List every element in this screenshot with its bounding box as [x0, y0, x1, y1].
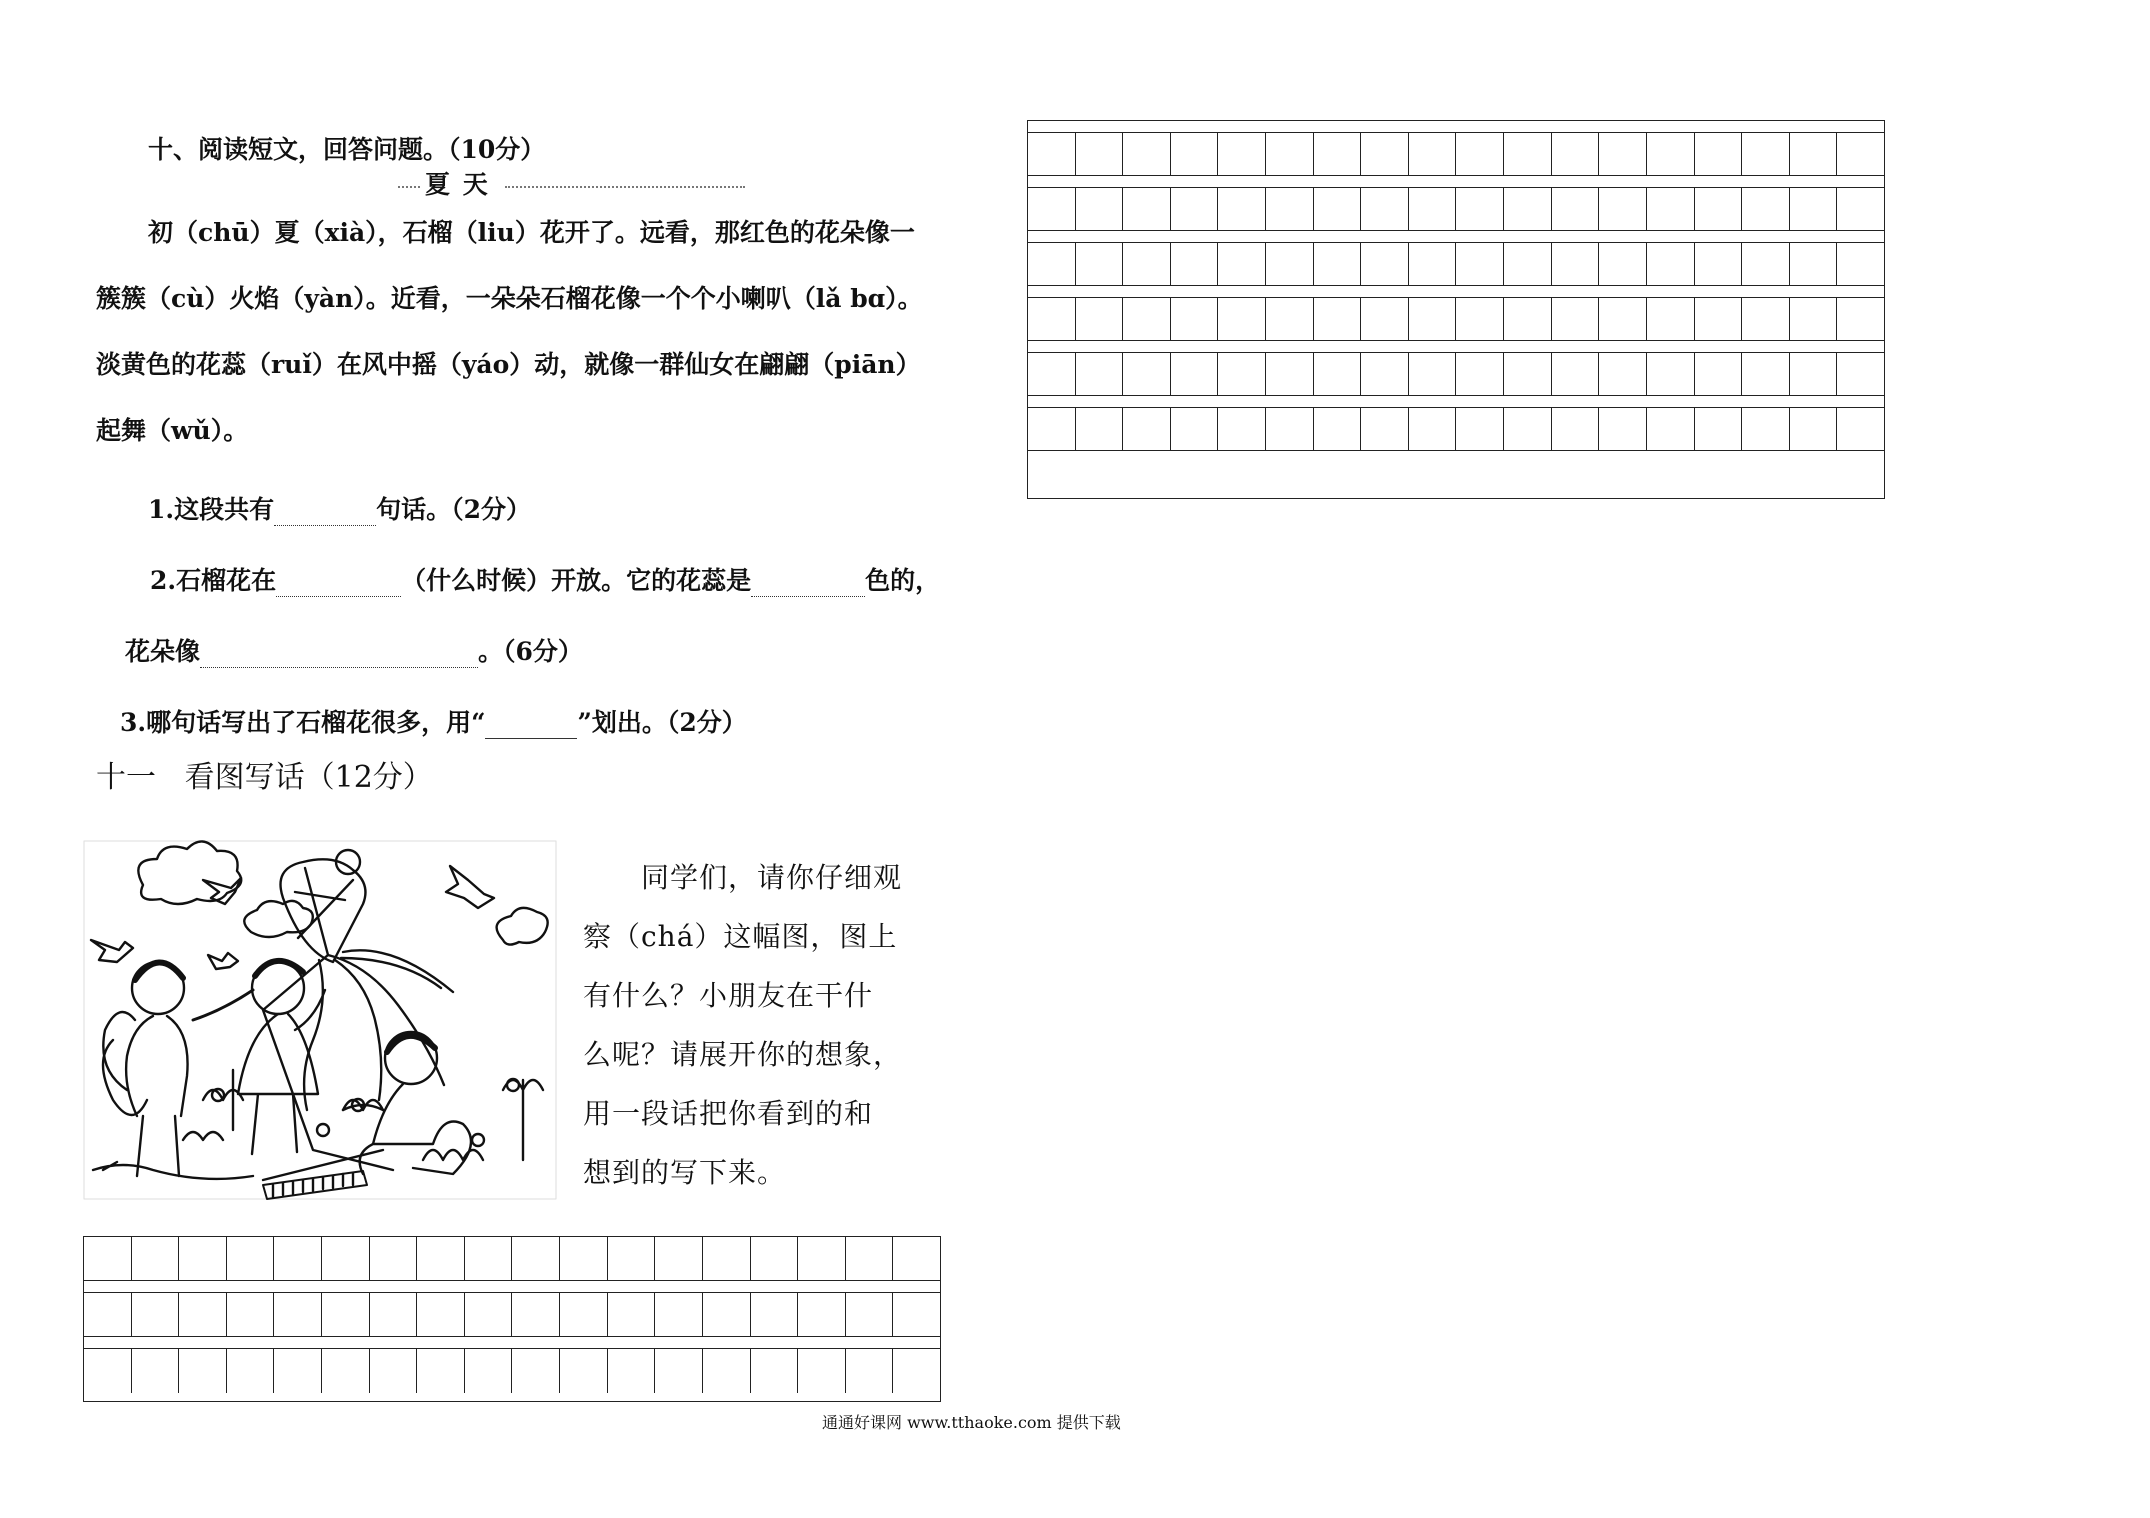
grid-row [84, 1237, 940, 1281]
grid-cell[interactable] [1456, 408, 1504, 450]
grid-cell[interactable] [893, 1293, 940, 1336]
grid-cell[interactable] [1695, 188, 1743, 230]
grid-cell[interactable] [1171, 408, 1219, 450]
q2-color-blank[interactable] [751, 570, 865, 597]
grid-cell[interactable] [655, 1237, 703, 1280]
grid-cell[interactable] [227, 1293, 275, 1336]
grid-cell[interactable] [1314, 188, 1362, 230]
grid-cell[interactable] [1361, 353, 1409, 395]
q2-when-blank[interactable] [276, 570, 401, 597]
grid-cell[interactable] [465, 1349, 513, 1393]
grid-cell[interactable] [1599, 133, 1647, 175]
grid-cell[interactable] [1456, 243, 1504, 285]
grid-cell[interactable] [370, 1293, 418, 1336]
grid-cell[interactable] [1456, 188, 1504, 230]
grid-cell[interactable] [370, 1237, 418, 1280]
passage-line-1: 初（chū）夏（xià），石榴（liu）花开了。远看，那红色的花朵像一 [148, 218, 915, 247]
footer-credit: 通通好课网 www.tthaoke.com 提供下载 [822, 1413, 1121, 1432]
grid-row [84, 1293, 940, 1337]
grid-cell[interactable] [1218, 408, 1266, 450]
grid-cell[interactable] [1266, 298, 1314, 340]
grid-cell[interactable] [893, 1349, 940, 1393]
grid-cell[interactable] [1409, 408, 1457, 450]
grid-cell[interactable] [1837, 243, 1884, 285]
grid-cell[interactable] [1790, 353, 1838, 395]
grid-cell[interactable] [1504, 353, 1552, 395]
grid-gap [1028, 396, 1884, 408]
grid-cell[interactable] [1123, 298, 1171, 340]
bird [208, 953, 238, 969]
grid-cell[interactable] [84, 1293, 132, 1336]
q2-flower-blank[interactable] [200, 641, 478, 668]
grid-cell[interactable] [1409, 353, 1457, 395]
grid-row [1028, 133, 1884, 176]
grid-cell[interactable] [846, 1349, 894, 1393]
grid-row [1028, 188, 1884, 231]
grid-cell[interactable] [1837, 298, 1884, 340]
grid-row [1028, 353, 1884, 396]
grid-cell[interactable] [1552, 353, 1600, 395]
grid-cell[interactable] [1742, 408, 1790, 450]
grid-cell[interactable] [1076, 408, 1124, 450]
grid-cell[interactable] [1504, 133, 1552, 175]
grid-cell[interactable] [1742, 188, 1790, 230]
grid-cell[interactable] [1695, 133, 1743, 175]
grid-cell[interactable] [1599, 188, 1647, 230]
grid-cell[interactable] [1171, 353, 1219, 395]
illustration-svg [83, 840, 557, 1200]
grid-cell[interactable] [1599, 243, 1647, 285]
grid-cell[interactable] [1742, 243, 1790, 285]
grid-cell[interactable] [1647, 353, 1695, 395]
grid-cell[interactable] [132, 1349, 180, 1393]
grid-cell[interactable] [1647, 243, 1695, 285]
prompt-line-3: 有什么？小朋友在干什 [583, 979, 874, 1012]
grid-cell[interactable] [1028, 188, 1076, 230]
grid-cell[interactable] [1028, 408, 1076, 450]
grid-cell[interactable] [1790, 298, 1838, 340]
grid-cell[interactable] [560, 1293, 608, 1336]
grid-cell[interactable] [1361, 408, 1409, 450]
question-1: 1.这段共有 句话。（2分） [148, 495, 532, 524]
grid-cell[interactable] [1218, 188, 1266, 230]
grid-cell[interactable] [417, 1293, 465, 1336]
grid-cell[interactable] [1409, 133, 1457, 175]
grid-cell[interactable] [1837, 133, 1884, 175]
grid-cell[interactable] [1076, 353, 1124, 395]
grid-cell[interactable] [1123, 133, 1171, 175]
kite-tail [304, 950, 453, 1110]
grid-cell[interactable] [1314, 133, 1362, 175]
grid-cell[interactable] [1218, 353, 1266, 395]
grid-cell[interactable] [1266, 188, 1314, 230]
grid-cell[interactable] [560, 1349, 608, 1393]
grid-cell[interactable] [1647, 188, 1695, 230]
grid-cell[interactable] [322, 1293, 370, 1336]
grid-cell[interactable] [132, 1293, 180, 1336]
grid-cell[interactable] [1361, 133, 1409, 175]
grid-cell[interactable] [798, 1237, 846, 1280]
grid-cell[interactable] [417, 1349, 465, 1393]
grid-cell[interactable] [1266, 133, 1314, 175]
grid-cell[interactable] [1504, 243, 1552, 285]
grid-cell[interactable] [512, 1349, 560, 1393]
grid-row [1028, 408, 1884, 451]
grid-cell[interactable] [1599, 353, 1647, 395]
prompt-line-2: 察（chá）这幅图，图上 [583, 920, 898, 953]
grid-cell[interactable] [846, 1237, 894, 1280]
grid-cell[interactable] [1456, 353, 1504, 395]
q1-answer-blank[interactable] [274, 499, 376, 526]
grid-cell[interactable] [655, 1293, 703, 1336]
grid-cell[interactable] [1028, 298, 1076, 340]
grid-cell[interactable] [798, 1293, 846, 1336]
prompt-line-5: 用一段话把你看到的和 [583, 1097, 874, 1130]
passage-line-4: 起舞（wǔ）。 [96, 416, 249, 445]
grid-cell[interactable] [608, 1349, 656, 1393]
grid-cell[interactable] [1742, 353, 1790, 395]
grid-cell[interactable] [1028, 353, 1076, 395]
section-11-heading: 十一 看图写话（12分） [96, 760, 433, 795]
grid-cell[interactable] [1123, 353, 1171, 395]
grid-cell[interactable] [1266, 408, 1314, 450]
cloud [138, 841, 241, 904]
writing-grid-left[interactable] [83, 1236, 941, 1402]
grid-cell[interactable] [1314, 298, 1362, 340]
grid-cell[interactable] [465, 1293, 513, 1336]
title-dots-right [505, 186, 745, 188]
grid-row [1028, 243, 1884, 286]
grid-cell[interactable] [1314, 353, 1362, 395]
grid-cell[interactable] [1028, 243, 1076, 285]
grid-gap [84, 1281, 940, 1293]
grid-cell[interactable] [1790, 188, 1838, 230]
grid-cell[interactable] [846, 1293, 894, 1336]
grid-cell[interactable] [274, 1293, 322, 1336]
bird [91, 940, 133, 962]
grid-gap [1028, 286, 1884, 298]
grid-cell[interactable] [1076, 298, 1124, 340]
grid-cell[interactable] [322, 1349, 370, 1393]
grid-cell[interactable] [512, 1237, 560, 1280]
grid-cell[interactable] [1790, 133, 1838, 175]
flowers [183, 1070, 543, 1160]
grid-cell[interactable] [1552, 243, 1600, 285]
prompt-line-1: 同学们，请你仔细观 [641, 861, 903, 894]
grid-cell[interactable] [608, 1237, 656, 1280]
grid-cell[interactable] [1076, 188, 1124, 230]
grid-cell[interactable] [655, 1349, 703, 1393]
grid-cell[interactable] [1742, 298, 1790, 340]
grid-cell[interactable] [1123, 188, 1171, 230]
grid-cell[interactable] [1599, 408, 1647, 450]
grid-cell[interactable] [1647, 298, 1695, 340]
grid-gap [1028, 176, 1884, 188]
grid-cell[interactable] [84, 1349, 132, 1393]
grid-cell[interactable] [465, 1237, 513, 1280]
grid-cell[interactable] [703, 1237, 751, 1280]
grid-cell[interactable] [1552, 188, 1600, 230]
grid-cell[interactable] [1123, 243, 1171, 285]
grid-cell[interactable] [1742, 133, 1790, 175]
grid-cell[interactable] [608, 1293, 656, 1336]
grid-cell[interactable] [274, 1349, 322, 1393]
grid-cell[interactable] [1837, 188, 1884, 230]
passage-line-2: 簇簇（cù）火焰（yàn）。近看，一朵朵石榴花像一个个小喇叭（lǎ bɑ）。 [96, 284, 923, 313]
title-dots-left [398, 186, 420, 188]
grid-cell[interactable] [132, 1237, 180, 1280]
grid-cell[interactable] [1504, 408, 1552, 450]
grid-cell[interactable] [322, 1237, 370, 1280]
grid-gap [1028, 121, 1884, 133]
grid-gap [84, 1337, 940, 1349]
grid-cell[interactable] [1647, 408, 1695, 450]
grid-cell[interactable] [1456, 133, 1504, 175]
grid-cell[interactable] [370, 1349, 418, 1393]
grid-cell[interactable] [1266, 243, 1314, 285]
grid-cell[interactable] [1695, 408, 1743, 450]
grid-cell[interactable] [1266, 353, 1314, 395]
grid-cell[interactable] [703, 1349, 751, 1393]
question-2: 2.石榴花在 （什么时候）开放。它的花蕊是 色的， [150, 566, 941, 595]
grid-cell[interactable] [1409, 243, 1457, 285]
grid-cell[interactable] [1076, 243, 1124, 285]
grid-cell[interactable] [1314, 243, 1362, 285]
grid-cell[interactable] [1409, 188, 1457, 230]
grid-cell[interactable] [1361, 188, 1409, 230]
grid-cell[interactable] [1409, 298, 1457, 340]
grid-cell[interactable] [1837, 353, 1884, 395]
grid-cell[interactable] [84, 1237, 132, 1280]
grid-cell[interactable] [751, 1293, 799, 1336]
grid-cell[interactable] [1361, 243, 1409, 285]
grid-cell[interactable] [1076, 133, 1124, 175]
grid-gap [1028, 451, 1884, 463]
grid-cell[interactable] [179, 1293, 227, 1336]
grid-row [1028, 298, 1884, 341]
grid-cell[interactable] [1552, 133, 1600, 175]
section-10-heading: 十、阅读短文，回答问题。（10分） [148, 135, 546, 164]
grid-cell[interactable] [1361, 298, 1409, 340]
grid-cell[interactable] [417, 1237, 465, 1280]
grid-cell[interactable] [1790, 408, 1838, 450]
grid-cell[interactable] [1695, 243, 1743, 285]
grid-cell[interactable] [1171, 243, 1219, 285]
grid-cell[interactable] [1314, 408, 1362, 450]
grid-cell[interactable] [1171, 188, 1219, 230]
grid-gap [1028, 231, 1884, 243]
grid-gap [1028, 341, 1884, 353]
grid-cell[interactable] [227, 1349, 275, 1393]
grid-cell[interactable] [798, 1349, 846, 1393]
grid-cell[interactable] [1647, 133, 1695, 175]
grid-cell[interactable] [1504, 298, 1552, 340]
question-2-line-2: 花朵像 。（6分） [125, 637, 583, 666]
grid-cell[interactable] [703, 1293, 751, 1336]
bird [446, 866, 494, 908]
kite-flying-illustration [83, 840, 557, 1200]
q3-underline-sample [485, 712, 577, 739]
question-3: 3.哪句话写出了石榴花很多，用“ ”划出。（2分） [120, 708, 747, 737]
grid-cell[interactable] [751, 1349, 799, 1393]
grid-cell[interactable] [1123, 408, 1171, 450]
passage-line-3: 淡黄色的花蕊（ruǐ）在风中摇（yáo）动，就像一群仙女在翩翩（piān） [96, 350, 921, 379]
writing-grid-right[interactable] [1027, 120, 1885, 499]
grid-cell[interactable] [179, 1237, 227, 1280]
grid-cell[interactable] [893, 1237, 940, 1280]
grid-cell[interactable] [1790, 243, 1838, 285]
grid-cell[interactable] [1695, 353, 1743, 395]
grid-cell[interactable] [1218, 298, 1266, 340]
grid-cell[interactable] [1028, 133, 1076, 175]
grid-cell[interactable] [1171, 298, 1219, 340]
grid-row [84, 1349, 940, 1393]
grid-cell[interactable] [1456, 298, 1504, 340]
grid-cell[interactable] [1552, 298, 1600, 340]
grid-cell[interactable] [1218, 133, 1266, 175]
grid-cell[interactable] [560, 1237, 608, 1280]
grid-cell[interactable] [1599, 298, 1647, 340]
grid-cell[interactable] [227, 1237, 275, 1280]
cloud [497, 908, 548, 945]
grid-cell[interactable] [1218, 243, 1266, 285]
grid-cell[interactable] [1504, 188, 1552, 230]
grid-cell[interactable] [751, 1237, 799, 1280]
grid-cell[interactable] [1837, 408, 1884, 450]
prompt-line-6: 想到的写下来。 [583, 1156, 787, 1189]
grid-cell[interactable] [179, 1349, 227, 1393]
passage-title: 夏 天 [425, 170, 490, 199]
grid-cell[interactable] [1552, 408, 1600, 450]
grid-cell[interactable] [1171, 133, 1219, 175]
grid-cell[interactable] [512, 1293, 560, 1336]
grid-cell[interactable] [1695, 298, 1743, 340]
prompt-line-4: 么呢？请展开你的想象， [583, 1038, 903, 1071]
grid-cell[interactable] [274, 1237, 322, 1280]
